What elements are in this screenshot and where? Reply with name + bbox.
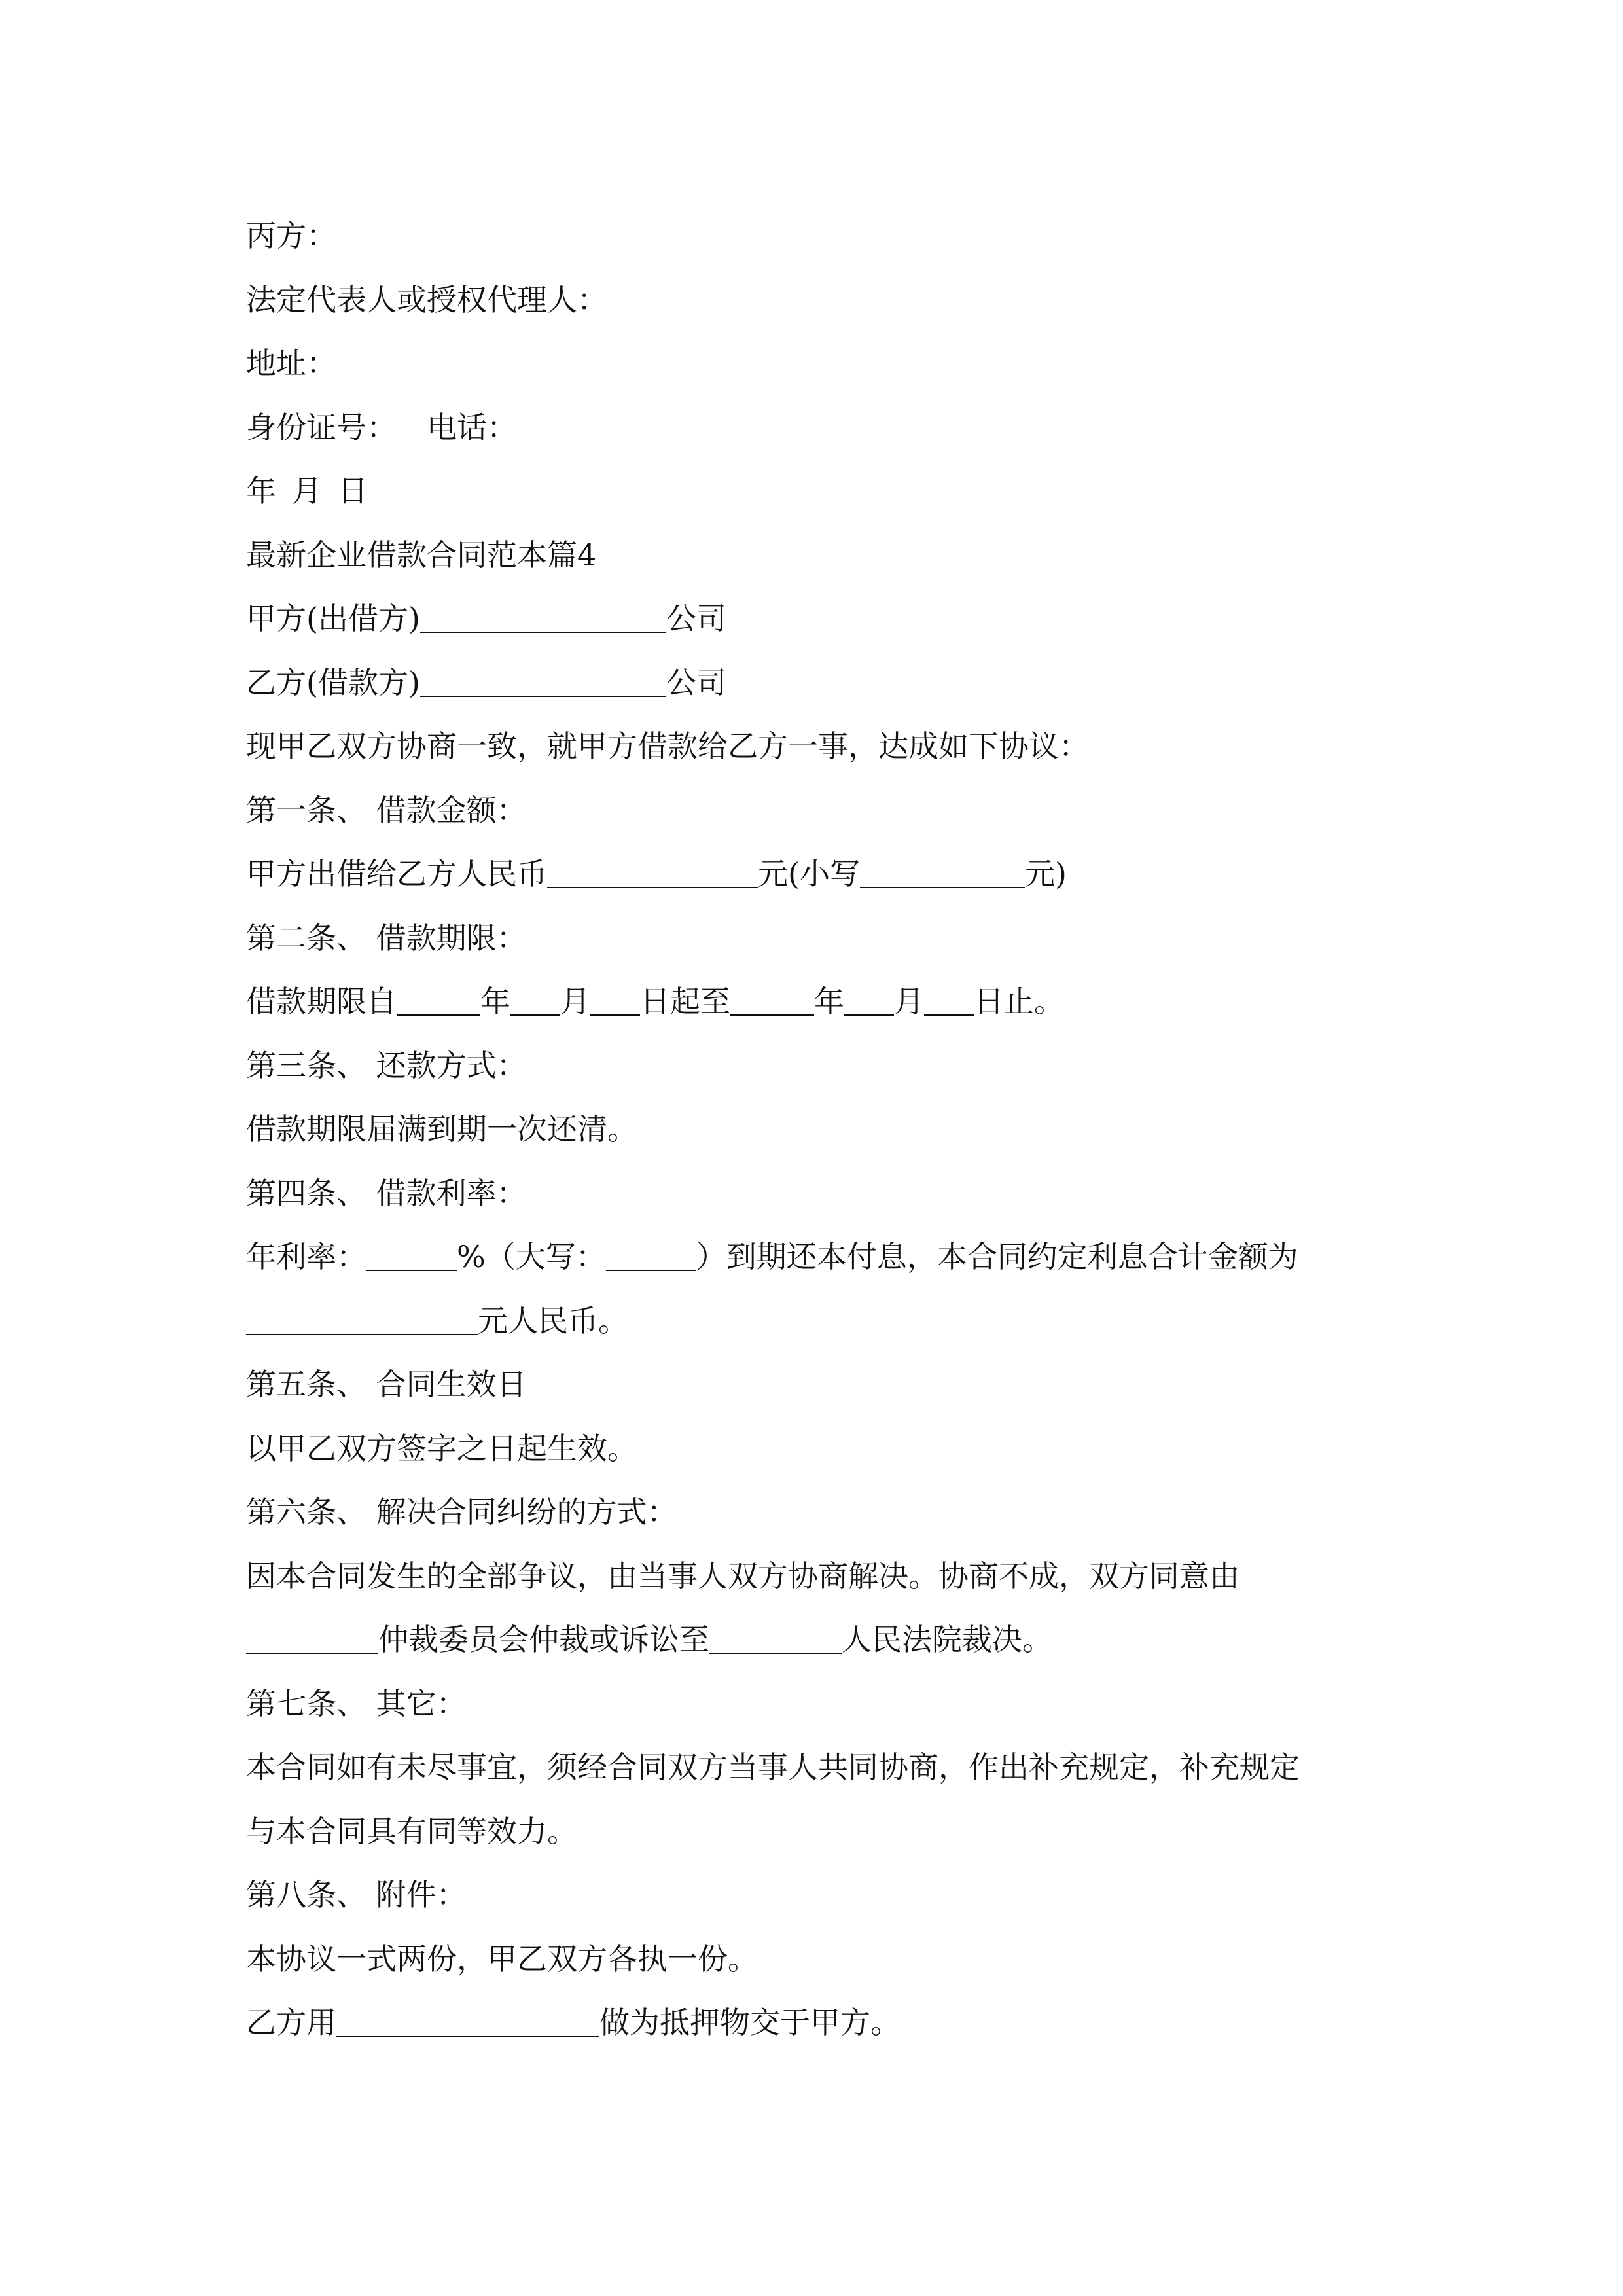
collateral-line [246,1991,1398,2055]
art4-text-4: 元人民币。 [478,1302,628,1338]
id-phone-line [246,396,1398,460]
date-line [246,459,1398,524]
article-4-body [246,1225,1398,1289]
blank-field [709,1626,842,1654]
party-c-line [246,204,1398,268]
article-7-body-cont [246,1800,1398,1864]
party-b-suffix: 公司 [666,664,726,700]
art2-month: 月 [560,984,590,1019]
party-a-suffix: 公司 [666,601,726,636]
article-title-text: 第四条、 借款利率： [246,1175,527,1211]
art1-text-2: 元(小写 [758,856,860,891]
intro-line [246,715,1398,779]
art2-end: 日止。 [974,984,1064,1019]
blank-field [590,988,640,1016]
article-1-title [246,779,1398,843]
article-5-body [246,1417,1398,1481]
blank-field [924,988,974,1016]
art1-text-3: 元) [1024,856,1067,891]
art2-from: 日起至 [640,984,730,1019]
blank-field [730,988,814,1016]
art2-month-2: 月 [894,984,924,1019]
article-title-text: 第二条、 借款期限： [246,920,527,956]
party-a-prefix: 甲方(出借方) [246,601,420,636]
article-4-title [246,1162,1398,1226]
article-title-text: 第七条、 其它： [246,1685,467,1721]
article-6-title [246,1480,1398,1545]
section-heading [246,524,1398,588]
blank-field [547,861,758,888]
id-label: 身份证号： [246,409,397,445]
blank-field [860,861,1025,888]
legal-rep-line [246,268,1398,332]
article-2-title [246,906,1398,971]
article-3-title [246,1034,1398,1098]
art6-text-2: 仲裁委员会仲裁或诉讼至 [378,1622,709,1657]
article-title-text: 第一条、 借款金额： [246,792,527,828]
date-month: 月 [292,473,322,509]
article-7-title [246,1672,1398,1736]
art7-text-2: 与本合同具有同等效力。 [246,1813,577,1849]
blank-field [397,988,480,1016]
article-1-body [246,842,1398,906]
date-year: 年 [246,473,276,509]
party-c-label: 丙方： [246,218,336,253]
blank-field [366,1244,457,1271]
art6-text-1: 因本合同发生的全部争议，由当事人双方协商解决。协商不成，双方同意由 [246,1558,1240,1594]
article-6-body-cont [246,1608,1398,1672]
art2-year-2: 年 [814,984,844,1019]
art2-text-1: 借款期限自 [246,984,397,1019]
art2-year: 年 [480,984,510,1019]
art4-text-3: ）到期还本付息，本合同约定利息合计金额为 [696,1239,1298,1274]
art7-text-1: 本合同如有未尽事宜，须经合同双方当事人共同协商，作出补充规定，补充规定 [246,1749,1300,1785]
art4-text-2: %（大写： [457,1239,606,1274]
article-title-text: 第八条、 附件： [246,1877,467,1912]
article-4-body-cont [246,1289,1398,1354]
intro-text: 现甲乙双方协商一致，就甲方借款给乙方一事，达成如下协议： [246,728,1089,764]
article-7-body [246,1736,1398,1800]
phone-label: 电话： [427,409,517,445]
party-b-prefix: 乙方(借款方) [246,664,420,700]
article-8-body [246,1928,1398,1992]
art5-text: 以甲乙双方签字之日起生效。 [246,1430,637,1466]
collateral-text-2: 做为抵押物交于甲方。 [599,2005,901,2040]
article-2-body [246,970,1398,1034]
article-title-text: 第五条、 合同生效日 [246,1367,527,1402]
date-day: 日 [338,473,368,509]
blank-field [246,1308,478,1335]
art4-text-1: 年利率： [246,1239,366,1274]
address-label: 地址： [246,346,336,381]
art1-text-1: 甲方出借给乙方人民币 [246,856,547,891]
blank-field [420,605,666,633]
article-6-body [246,1545,1398,1609]
party-a-line [246,587,1398,651]
art6-text-3: 人民法院裁决。 [842,1622,1052,1657]
blank-field [510,988,560,1016]
legal-rep-label: 法定代表人或授权代理人： [246,281,607,317]
document-body [246,204,1398,2055]
article-5-title [246,1353,1398,1417]
blank-field [606,1244,696,1271]
article-3-body [246,1098,1398,1162]
collateral-text-1: 乙方用 [246,2005,336,2040]
heading-text: 最新企业借款合同范本篇4 [246,537,597,573]
blank-field [420,670,666,697]
address-line [246,332,1398,396]
party-b-line [246,651,1398,715]
blank-field [844,988,894,1016]
article-title-text: 第六条、 解决合同纠纷的方式： [246,1494,677,1530]
art3-text: 借款期限届满到期一次还清。 [246,1111,637,1147]
article-8-title [246,1863,1398,1928]
article-title-text: 第三条、 还款方式： [246,1047,527,1083]
blank-field [336,2009,599,2037]
blank-field [246,1626,378,1654]
art8-text: 本协议一式两份，甲乙双方各执一份。 [246,1941,758,1977]
